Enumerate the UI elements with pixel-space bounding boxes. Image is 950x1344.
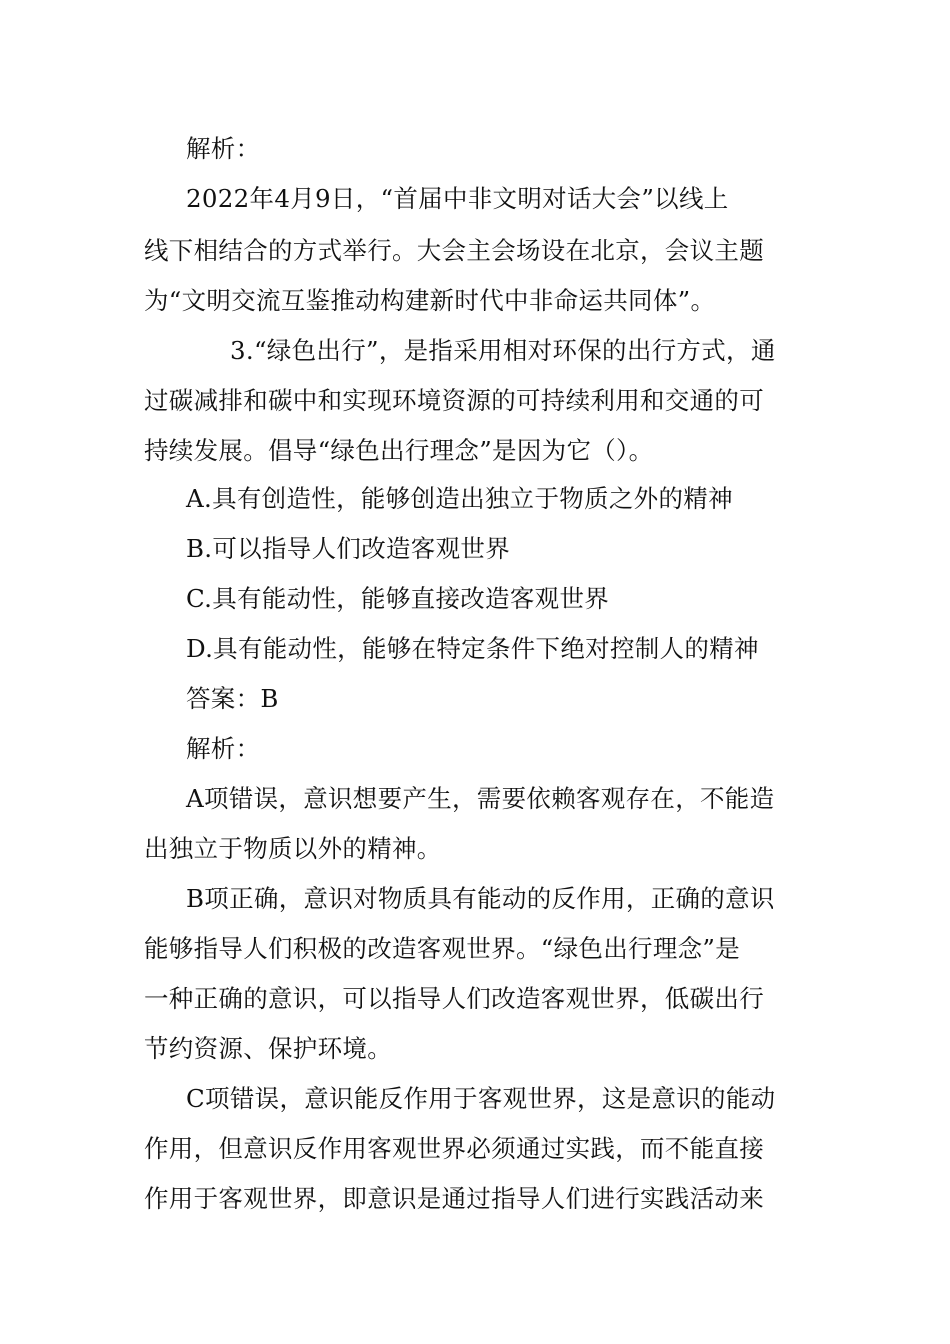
paragraph-line: B项正确，意识对物质具有能动的反作用，正确的意识 xyxy=(186,884,775,913)
paragraph-line: 作用，但意识反作用客观世界必须通过实践，而不能直接 xyxy=(144,1134,764,1163)
paragraph-line: 一种正确的意识，可以指导人们改造客观世界，低碳出行 xyxy=(144,984,764,1013)
paragraph-line: 2022年4月9日，“首届中非文明对话大会”以线上 xyxy=(186,184,729,213)
paragraph-line: 出独立于物质以外的精神。 xyxy=(144,834,442,863)
option-a: A.具有创造性，能够创造出独立于物质之外的精神 xyxy=(186,484,733,513)
paragraph-line: 作用于客观世界，即意识是通过指导人们进行实践活动来 xyxy=(144,1184,764,1213)
paragraph-line: 线下相结合的方式举行。大会主会场设在北京，会议主题 xyxy=(144,236,764,265)
option-d: D.具有能动性，能够在特定条件下绝对控制人的精神 xyxy=(186,634,759,663)
option-c: C.具有能动性，能够直接改造客观世界 xyxy=(186,584,610,613)
question-line: 3.“绿色出行”，是指采用相对环保的出行方式，通 xyxy=(230,336,776,365)
paragraph-line: 为“文明交流互鉴推动构建新时代中非命运共同体”。 xyxy=(144,286,716,315)
answer-line: 答案：B xyxy=(186,684,279,713)
analysis-heading: 解析： xyxy=(186,734,261,763)
question-line: 持续发展。倡导“绿色出行理念”是因为它（）。 xyxy=(144,436,654,465)
paragraph-line: C项错误，意识能反作用于客观世界，这是意识的能动 xyxy=(186,1084,776,1113)
paragraph-line: A项错误，意识想要产生，需要依赖客观存在，不能造 xyxy=(186,784,775,813)
paragraph-line: 节约资源、保护环境。 xyxy=(144,1034,392,1063)
paragraph-line: 能够指导人们积极的改造客观世界。“绿色出行理念”是 xyxy=(144,934,741,963)
question-line: 过碳减排和碳中和实现环境资源的可持续利用和交通的可 xyxy=(144,386,764,415)
option-b: B.可以指导人们改造客观世界 xyxy=(186,534,510,563)
analysis-heading: 解析： xyxy=(186,134,261,163)
